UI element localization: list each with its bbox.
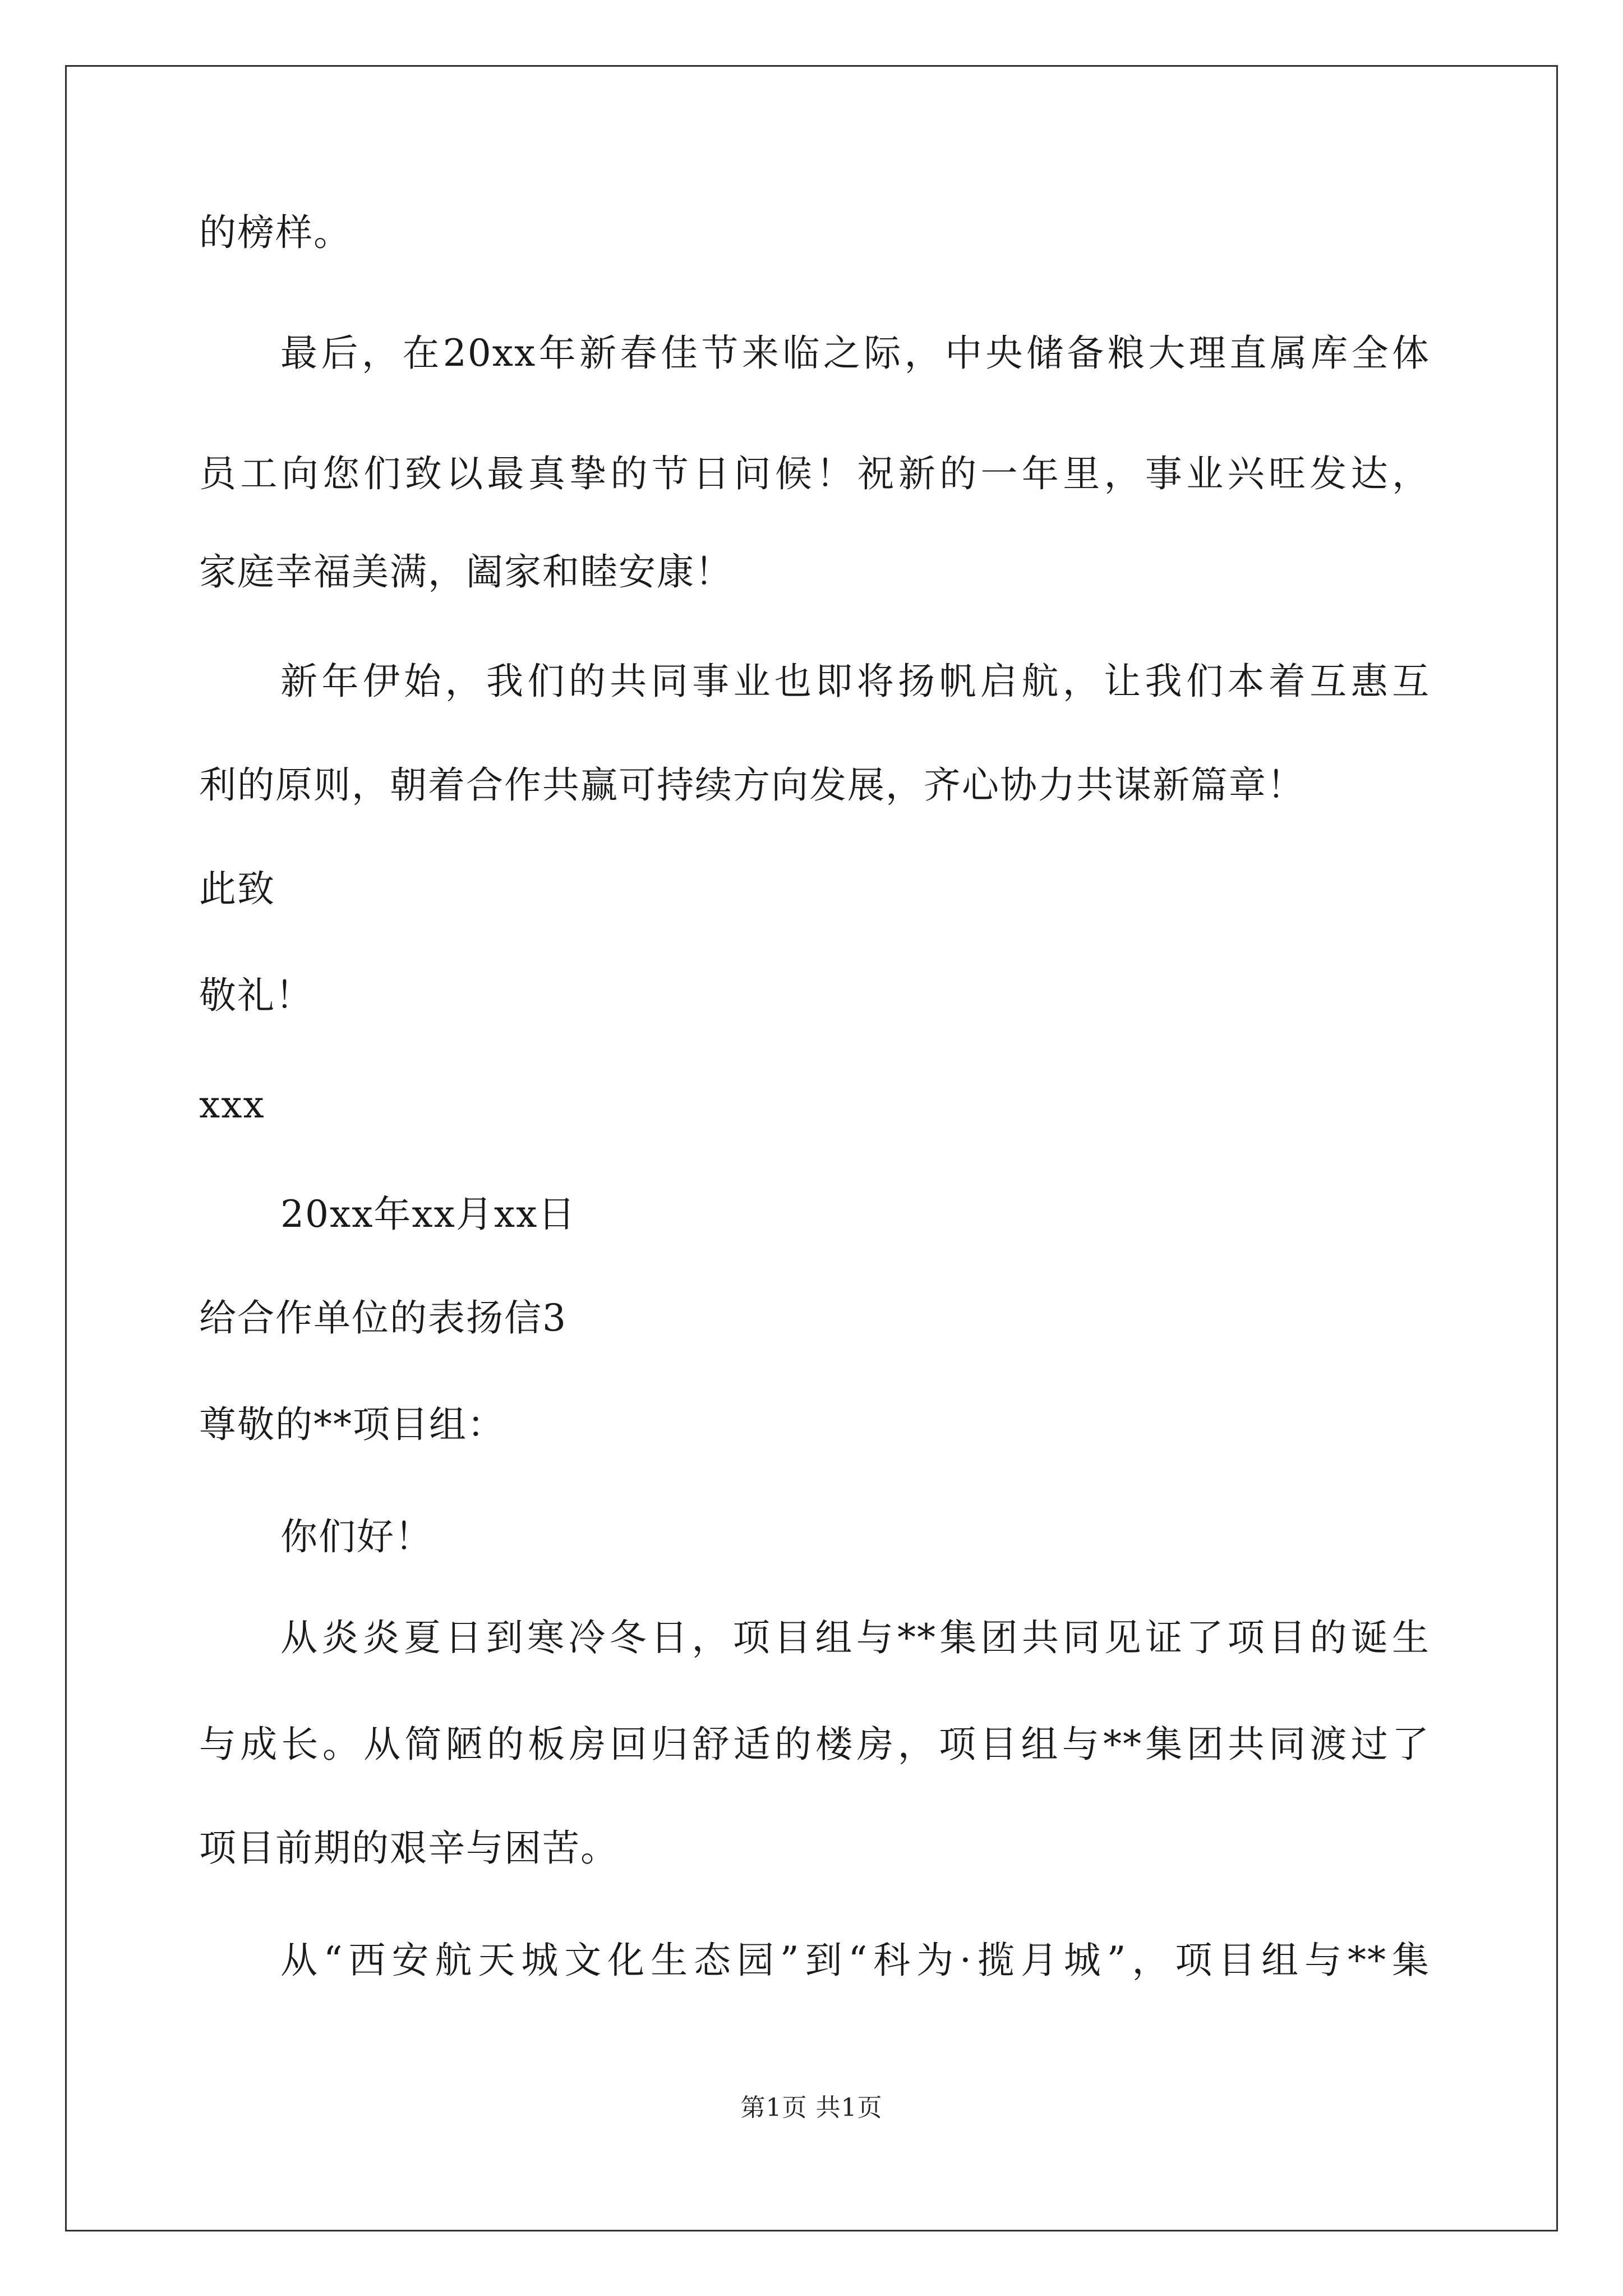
paragraph-line: 家庭幸福美满，阖家和睦安康！ (199, 550, 733, 593)
page-footer: 第1页 共1页 (740, 2093, 883, 2122)
paragraph-line: 与成长。从简陋的板房回归舒适的楼房，项目组与**集团共同渡过了 (199, 1723, 1430, 1766)
greeting-line: 尊敬的**项目组： (199, 1403, 505, 1446)
paragraph-line: 利的原则，朝着合作共赢可持续方向发展，齐心协力共谋新篇章！ (199, 763, 1305, 807)
paragraph-line: 从炎炎夏日到寒冷冬日，项目组与**集团共同见证了项目的诞生 (280, 1616, 1430, 1659)
paragraph-line: 新年伊始，我们的共同事业也即将扬帆启航，让我们本着互惠互 (280, 660, 1430, 703)
text-line: 的榜样。 (199, 211, 352, 254)
closing-line: 此致 (199, 867, 275, 910)
paragraph-line: 从“西安航天城文化生态园”到“科为·揽月城”，项目组与**集 (280, 1939, 1430, 1982)
paragraph-line: 员工向您们致以最真挚的节日问候！祝新的一年里，事业兴旺发达， (199, 452, 1430, 495)
paragraph-line: 项目前期的艰辛与困苦。 (199, 1826, 619, 1870)
section-title: 给合作单位的表扬信3 (199, 1296, 567, 1340)
date-line: 20xx年xx月xx日 (280, 1193, 577, 1236)
paragraph-line: 最后，在20xx年新春佳节来临之际，中央储备粮大理直属库全体 (280, 332, 1430, 375)
salutation-line: 敬礼！ (199, 974, 313, 1017)
page-border (65, 65, 1558, 2231)
greeting-line: 你们好！ (280, 1515, 433, 1558)
signature-line: xxx (199, 1083, 265, 1126)
